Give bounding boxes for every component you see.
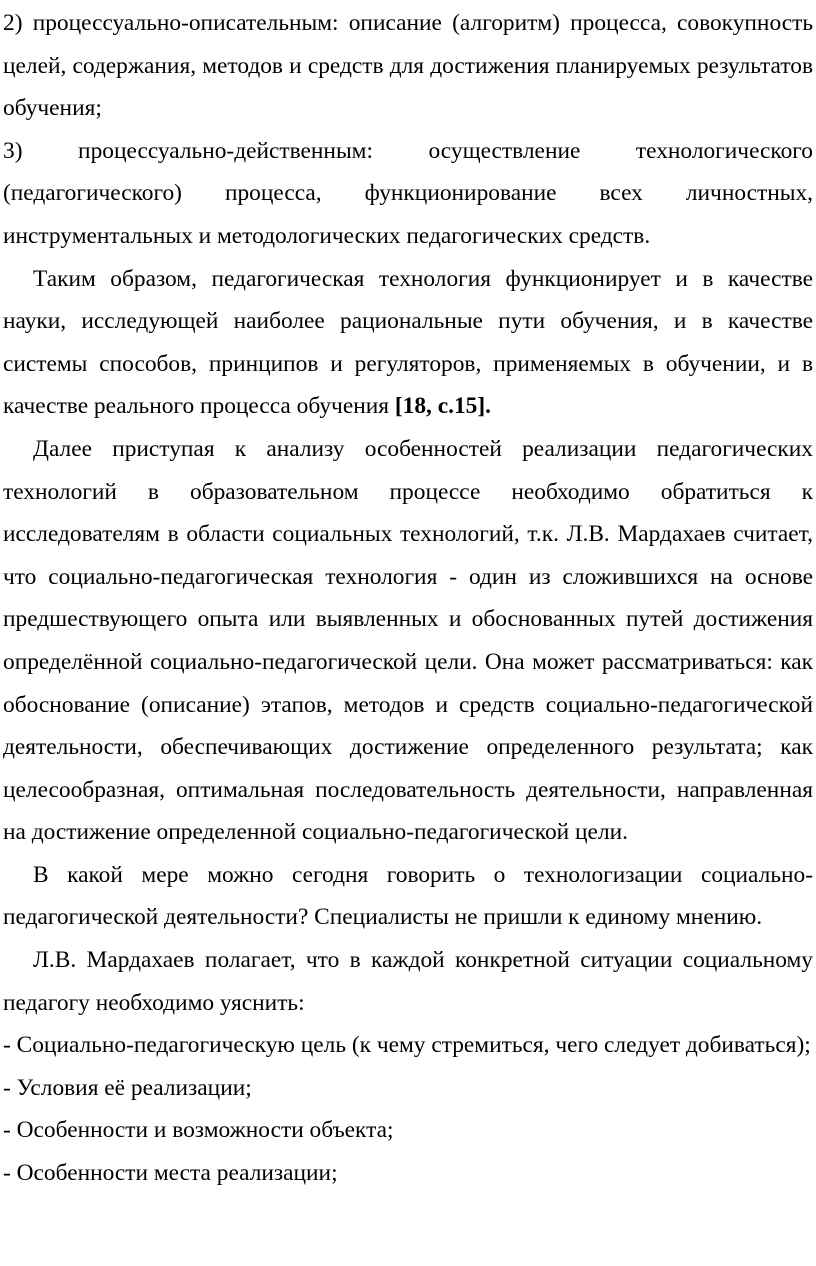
paragraph-technologization-question: В какой мере можно сегодня говорить о технологизации социально-педагогической деятельности? Специалисты не пришли к единому мнению. [3,861,813,931]
list-item-goal: - Социально-педагогическую цель (к чему стремиться, чего следует добиваться); [3,1032,811,1059]
citation-reference: [18, с.15]. [394,393,491,420]
paragraph-conclusion [3,258,813,428]
list-item-object-features: - Особенности и возможности объекта; [3,1117,394,1144]
list-item-conditions: - Условия её реализации; [3,1074,252,1101]
paragraph-conclusion-text: Таким образом, педагогическая технология функционирует и в качестве науки, исследующей наиболее рациональные пути обучения, и в качестве системы способов, принципов и регуляторов, применяемых в обучении, и в качестве реального процесса обучения [3,265,813,420]
paragraph-social-technologies: Далее приступая к анализу особенностей реализации педагогических технологий в образовательном процессе необходимо обратиться к исследователям в области социальных технологий, т.к. Л.В. Мардахаев считает, что социально-педагогическая технология - один из сложившихся на основе предшествующего опыта или выявленных и обоснованных путей достижения определённой социально-педагогической цели. Она может рассматриваться: как обоснование (описание) этапов, методов и средств социально-педагогической деятельности, обеспечивающих достижение определенного результата; как целесообразная, оптимальная последовательность деятельности, направленная на достижение определенной социально-педагогической цели. [3,435,813,846]
list-item-place-features: - Особенности места реализации; [3,1160,338,1187]
paragraph-process-active: 3) процессуально-действенным: осуществление технологического (педагогического) процесса, функционирование всех личностных, инструментальных и методологических педагогических средств. [3,137,813,249]
paragraph-process-descriptive: 2) процессуально-описательным: описание (алгоритм) процесса, совокупность целей, содержания, методов и средств для достижения планируемых результатов обучения; [3,10,813,122]
paragraph-mardakhaev-intro: Л.В. Мардахаев полагает, что в каждой конкретной ситуации социальному педагогу необходимо уяснить: [3,947,813,1016]
